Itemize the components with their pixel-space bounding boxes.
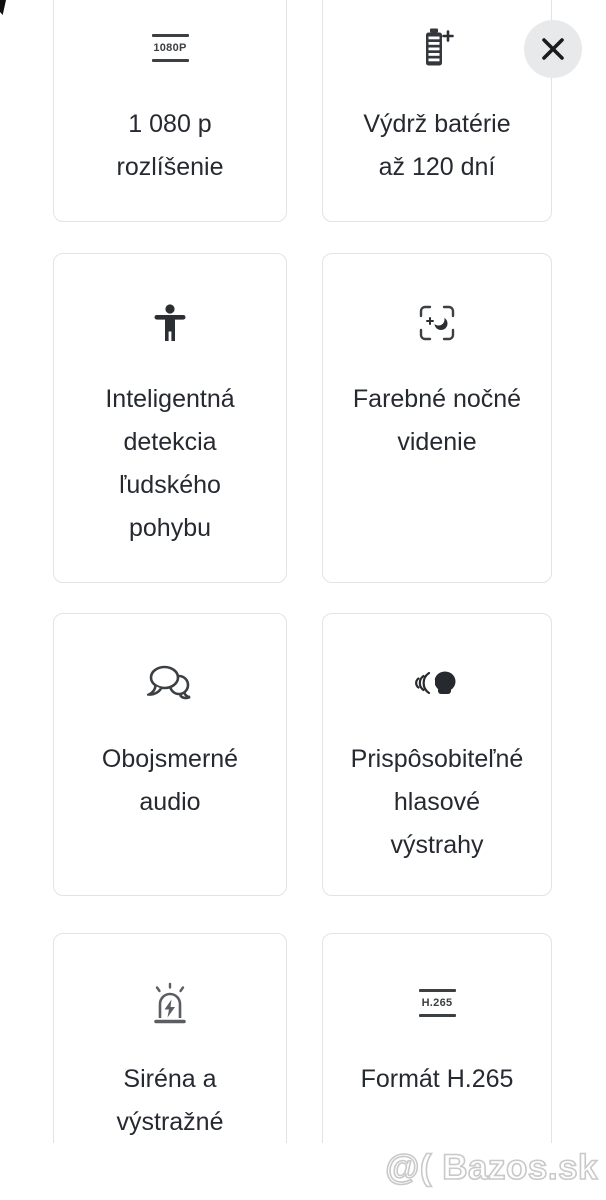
feature-card-text: Obojsmerné audio (101, 745, 239, 816)
bazos-watermark: @( Bazos.sk (385, 1148, 598, 1187)
feature-card-battery (322, 0, 552, 222)
feature-card-voice-alerts (322, 613, 552, 896)
voice-alerts-icon (414, 661, 460, 705)
h265-format-icon (419, 981, 456, 1025)
two-way-audio-icon (147, 661, 193, 705)
feature-card-text: Siréna a výstražné (116, 1065, 224, 1136)
h265-icon-label: H.265 (421, 997, 453, 1009)
resolution-1080p-icon (152, 26, 189, 70)
resolution-icon-label: 1080P (153, 42, 187, 54)
feature-card-1080p (53, 0, 287, 222)
person-detection-icon (153, 301, 187, 345)
feature-card-night-vision (322, 253, 552, 583)
feature-card-text: Prispôsobiteľné hlasové výstrahy (350, 745, 524, 859)
feature-card-text: Farebné nočné videnie (352, 385, 522, 456)
close-icon (538, 34, 568, 64)
feature-card-text: 1 080 p rozlíšenie (116, 110, 224, 181)
close-button[interactable] (524, 20, 582, 78)
feature-card-two-way-audio (53, 613, 287, 896)
battery-plus-icon (418, 26, 456, 70)
night-vision-icon (419, 301, 455, 345)
feature-card-text: Formát H.265 (360, 1065, 514, 1093)
corner-artifact (0, 0, 6, 15)
siren-icon (147, 981, 193, 1025)
feature-card-text: Inteligentná detekcia ľudského pohybu (105, 385, 235, 542)
feature-card-text: Výdrž batérie až 120 dní (363, 110, 511, 181)
feature-card-motion-detection (53, 253, 287, 583)
